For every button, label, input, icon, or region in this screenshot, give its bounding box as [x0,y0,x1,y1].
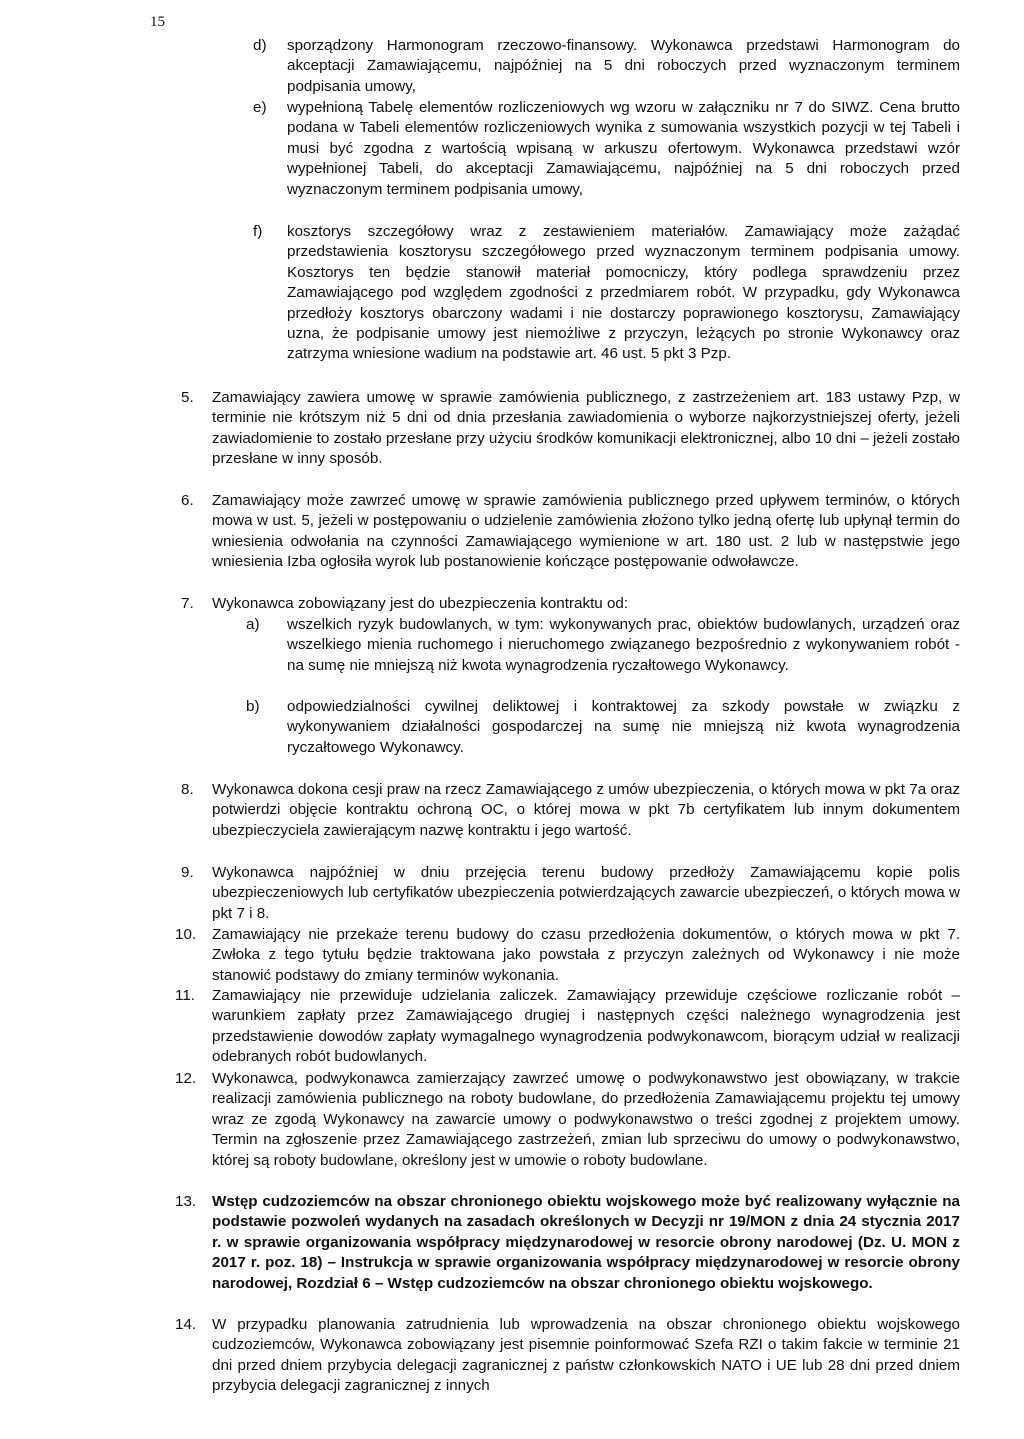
list-marker: f) [253,223,263,240]
point-number: 13. [175,1193,197,1210]
point-number: 7. [181,595,194,612]
point-number: 14. [175,1316,197,1333]
list-marker: a) [246,616,260,633]
point-text: Wykonawca najpóźniej w dniu przejęcia terenu budowy przedłoży Zamawiającemu kopie polis ubezpieczeniowych lub certyfikatów ubezpieczenia potwierdzających zawarcie ubezpieczeń, o których mowa w pkt 7 i 8. [212,864,960,922]
point-number: 12. [175,1070,197,1087]
point-text: Wykonawca zobowiązany jest do ubezpieczenia kontraktu od: [212,595,629,612]
list-marker: e) [253,99,267,116]
point-number: 6. [181,492,194,509]
point-text: Zamawiający nie przekaże terenu budowy do czasu przedłożenia dokumentów, o których mowa w pkt 7. Zwłoka z tego tytułu będzie traktowana jako powstała z przyczyn zależnych od Wykonawcy i nie może stanowić podstawy do zmiany terminów wykonania. [212,926,960,984]
list-item-text: wypełnioną Tabelę elementów rozliczeniowych wg wzoru w załączniku nr 7 do SIWZ. Cena brutto podana w Tabeli elementów rozliczeniowych wynika z sumowania wszystkich pozycji w tej Tabeli i musi być zgodna z wartością wpisaną w arkuszu ofertowym. Wykonawca przedstawi wzór wypełnionej Tabeli, do akceptacji Zamawiającemu, najpóźniej na 5 dni roboczych przed wyznaczonym terminem podpisania umowy, [287,99,960,198]
list-marker: d) [253,37,267,54]
point-text: W przypadku planowania zatrudnienia lub wprowadzenia na obszar chronionego obiektu wojskowego cudzoziemców, Wykonawca zobowiązany jest pisemnie poinformować Szefa RZI o takim fakcie w terminie 21 dni przed dniem przybycia delegacji zagranicznej z państw członkowskich NATO i UE lub 28 dni przed dniem przybycia delegacji zagranicznej z innych [212,1316,960,1395]
point-number: 8. [181,781,194,798]
point-number: 9. [181,864,194,881]
page-number: 15 [150,14,165,30]
point-text: Zamawiający zawiera umowę w sprawie zamówienia publicznego, z zastrzeżeniem art. 183 ustawy Pzp, w terminie nie krótszym niż 5 dni od dnia przesłania zawiadomienia o wyborze najkorzystniejszej oferty, jeżeli zawiadomienie to zostało przesłane przy użyciu środków komunikacji elektronicznej, albo 10 dni – jeżeli zostało przesłane w inny sposób. [212,389,960,468]
point-text-bold: Wstęp cudzoziemców na obszar chronionego obiektu wojskowego może być realizowany wyłącznie na podstawie pozwoleń wydanych na zasadach określonych w Decyzji nr 19/MON z dnia 24 stycznia 2017 r. w sprawie organizowania współpracy międzynarodowej w resorcie obrony narodowej (Dz. U. MON z 2017 r. poz. 18) – Instrukcja w sprawie organizowania współpracy międzynarodowej w resorcie obrony narodowej, Rozdział 6 – Wstęp cudzoziemców na obszar chronionego obiektu wojskowego. [212,1193,960,1292]
list-item-text: odpowiedzialności cywilnej deliktowej i kontraktowej za szkody powstałe w związku z wykonywaniem działalności gospodarczej na sumę nie mniejszą niż kwota wynagrodzenia ryczałtowego Wykonawcy. [287,698,960,756]
point-text: Wykonawca, podwykonawca zamierzający zawrzeć umowę o podwykonawstwo jest obowiązany, w trakcie realizacji zamówienia publicznego na roboty budowlane, do przedłożenia Zamawiającemu projektu tej umowy wraz ze zgodą Wykonawcy na zawarcie umowy o podwykonawstwo o treści zgodnej z projektem umowy. Termin na zgłoszenie przez Zamawiającego zastrzeżeń, zmian lub sprzeciwu do umowy o podwykonawstwo, której są roboty budowlane, określony jest w umowie o roboty budowlane. [212,1070,960,1169]
list-item-text: kosztorys szczegółowy wraz z zestawieniem materiałów. Zamawiający może zażądać przedstawienia kosztorysu szczegółowego przed wyznaczonym terminem podpisania umowy. Kosztorys ten będzie stanowił materiał pomocniczy, który podlega sprawdzeniu przez Zamawiającego pod względem zgodności z przedmiarem robót. W przypadku, gdy Wykonawca przedłoży kosztorys obarczony wadami i nie dostarczy poprawionego kosztorysu, Zamawiający uzna, że podpisanie umowy jest niemożliwe z przyczyn, leżących po stronie Wykonawcy oraz zatrzyma wniesione wadium na podstawie art. 46 ust. 5 pkt 3 Pzp. [287,223,960,363]
point-text: Wykonawca dokona cesji praw na rzecz Zamawiającego z umów ubezpieczenia, o których mowa w pkt 7a oraz potwierdzi objęcie kontraktu ochroną OC, o której mowa w pkt 7b certyfikatem lub innym dokumentem ubezpieczyciela zawierającym nazwę kontraktu i jego wartość. [212,781,960,839]
point-text: Zamawiający nie przewiduje udzielania zaliczek. Zamawiający przewiduje częściowe rozliczanie robót – warunkiem zapłaty przez Zamawiającego drugiej i następnych części należnego wynagrodzenia jest przedstawienie dowodów zapłaty wymagalnego wynagrodzenia podwykonawcom, biorącym udział w realizacji odebranych robót budowlanych. [212,987,960,1066]
list-item-text: sporządzony Harmonogram rzeczowo-finansowy. Wykonawca przedstawi Harmonogram do akceptacji Zamawiającemu, najpóźniej na 5 dni roboczych przed wyznaczonym terminem podpisania umowy, [287,37,960,95]
list-marker: b) [246,698,260,715]
point-number: 11. [175,987,195,1004]
point-number: 5. [181,389,194,406]
point-number: 10. [175,926,197,943]
list-item-text: wszelkich ryzyk budowlanych, w tym: wykonywanych prac, obiektów budowlanych, urządzeń oraz wszelkiego mienia ruchomego i nieruchomego związanego bezpośrednio z wykonywaniem robót - na sumę nie mniejszą niż kwota wynagrodzenia ryczałtowego Wykonawcy. [287,616,960,674]
point-text: Zamawiający może zawrzeć umowę w sprawie zamówienia publicznego przed upływem terminów, o których mowa w ust. 5, jeżeli w postępowaniu o udzielenie zamówienia złożono tylko jedną ofertę lub upłynął termin do wniesienia odwołania na czynności Zamawiającego wymienione w art. 180 ust. 2 lub w następstwie jego wniesienia Izba ogłosiła wyrok lub postanowienie kończące postępowanie odwoławcze. [212,492,960,571]
